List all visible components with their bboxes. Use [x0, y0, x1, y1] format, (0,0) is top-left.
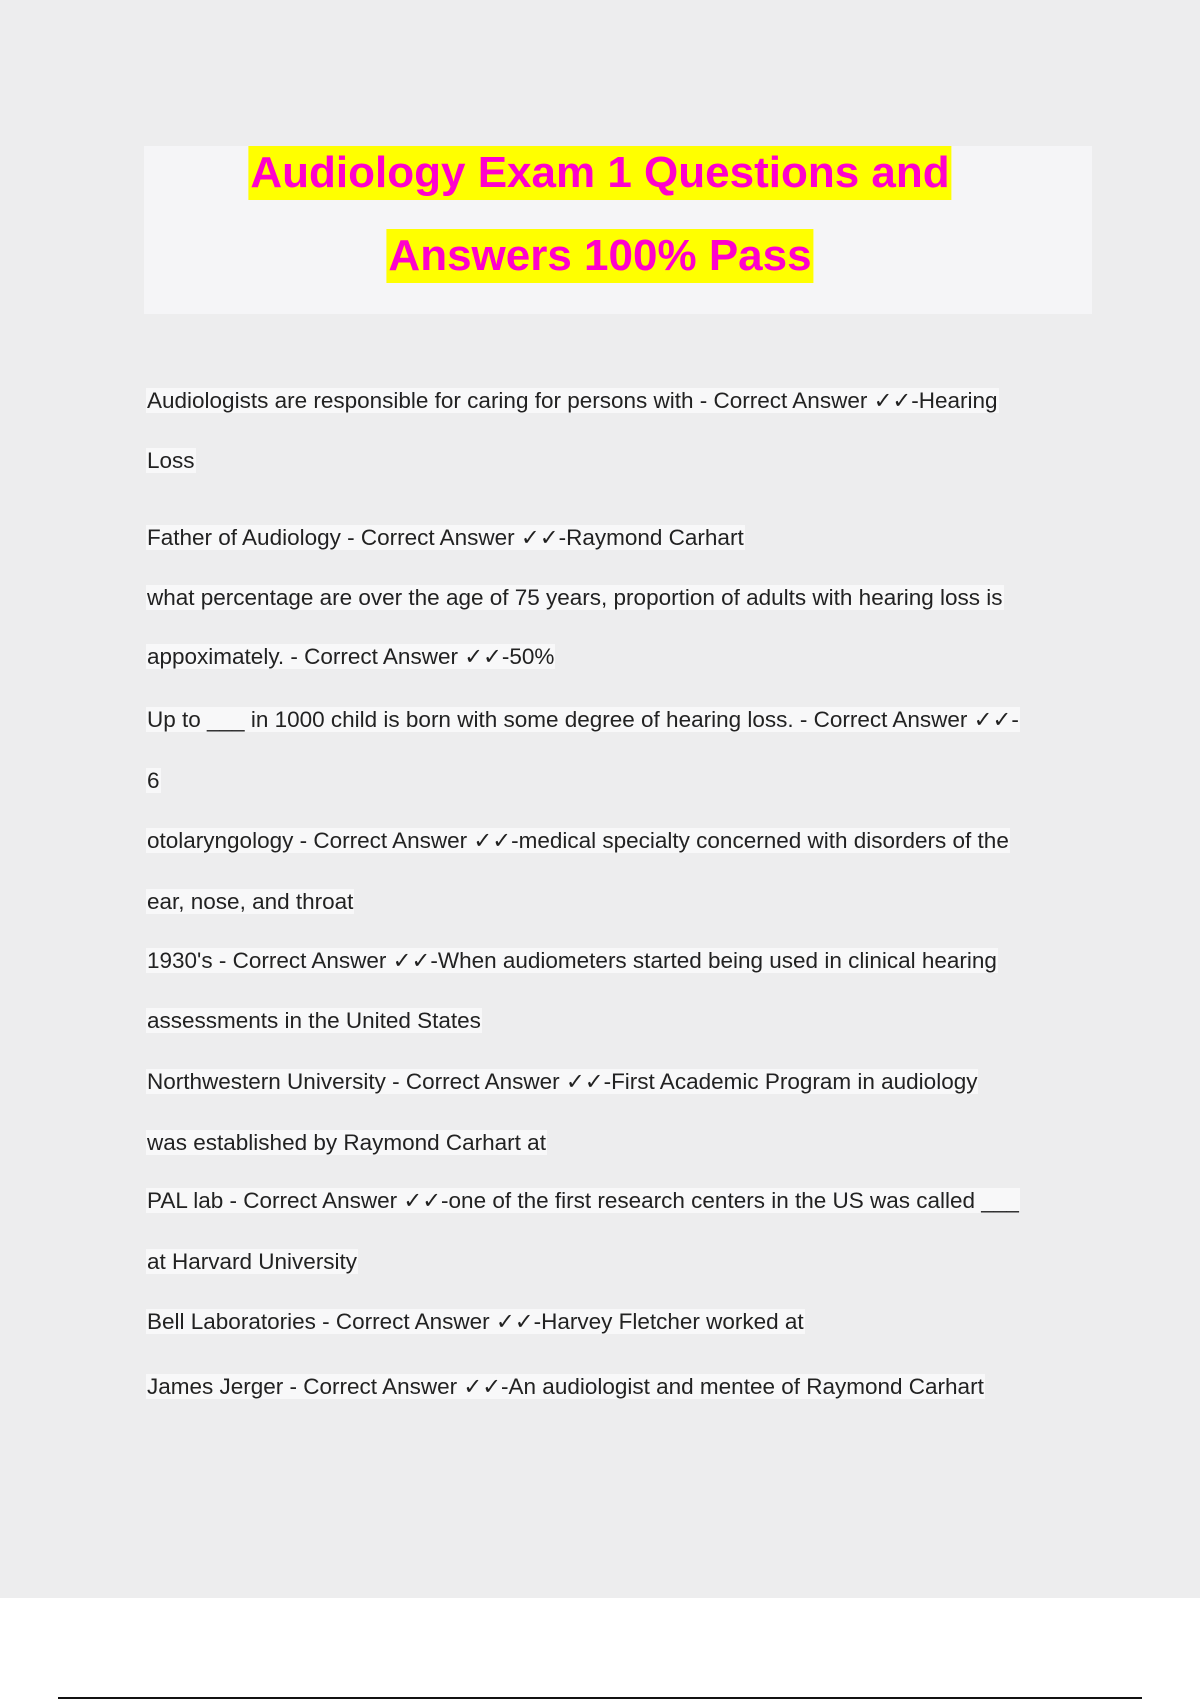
qa-line: 6: [147, 768, 160, 793]
qa-line: was established by Raymond Carhart at: [147, 1130, 546, 1155]
footer-rule: [58, 1697, 1142, 1699]
qa-line: Up to ___ in 1000 child is born with some degree of hearing loss. - Correct Answer ✓✓-: [147, 707, 1019, 732]
qa-line: at Harvard University: [147, 1249, 358, 1274]
qa-line: Audiologists are responsible for caring for persons with - Correct Answer ✓✓-Hearing: [147, 388, 998, 413]
qa-line: 1930's - Correct Answer ✓✓-When audiometers started being used in clinical hearing: [147, 948, 997, 973]
qa-line: what percentage are over the age of 75 years, proportion of adults with hearing loss is: [147, 585, 1003, 610]
qa-line: ear, nose, and throat: [147, 889, 354, 914]
qa-line: Loss: [147, 448, 195, 473]
qa-line: Northwestern University - Correct Answer ✓✓-First Academic Program in audiology: [147, 1069, 978, 1094]
qa-line: appoximately. - Correct Answer ✓✓-50%: [147, 644, 555, 669]
qa-line: otolaryngology - Correct Answer ✓✓-medical specialty concerned with disorders of the: [147, 828, 1009, 853]
qa-line: James Jerger - Correct Answer ✓✓-An audiologist and mentee of Raymond Carhart: [147, 1374, 984, 1399]
qa-line: assessments in the United States: [147, 1008, 481, 1033]
document-title-line-1: Audiology Exam 1 Questions and: [248, 146, 951, 200]
qa-line: Bell Laboratories - Correct Answer ✓✓-Harvey Fletcher worked at: [147, 1309, 804, 1334]
document-title-line-2: Answers 100% Pass: [386, 229, 813, 283]
qa-line: PAL lab - Correct Answer ✓✓-one of the first research centers in the US was called ___: [147, 1188, 1019, 1213]
qa-line: Father of Audiology - Correct Answer ✓✓-Raymond Carhart: [147, 525, 744, 550]
